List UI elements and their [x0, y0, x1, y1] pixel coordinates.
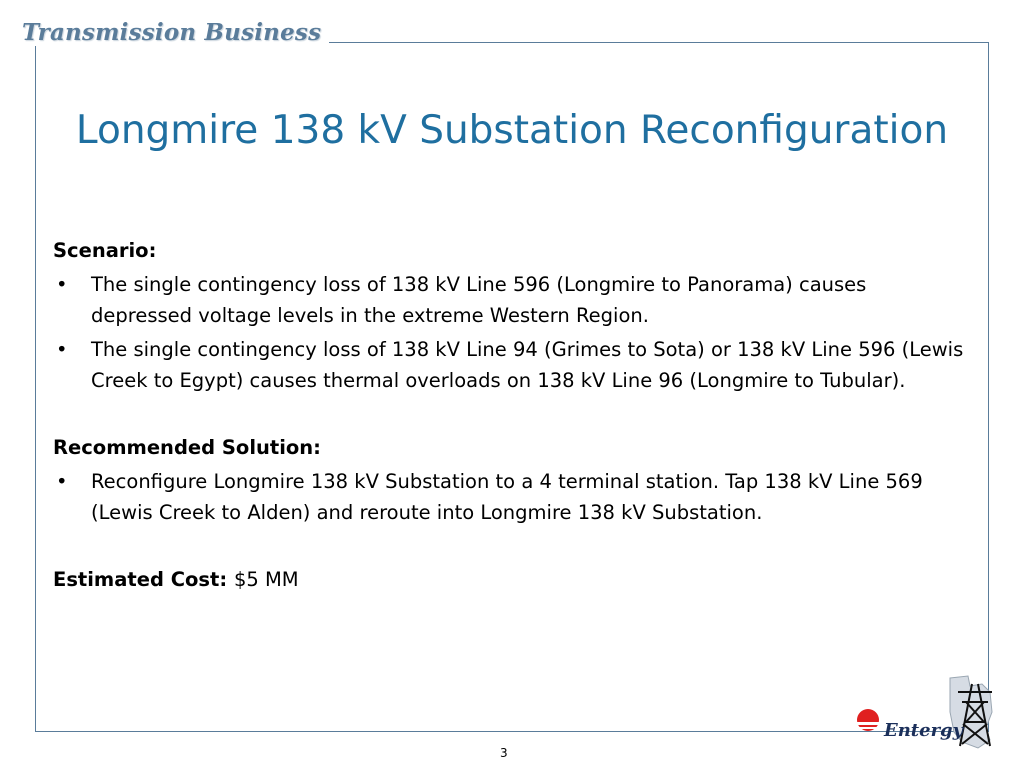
slide-content — [53, 235, 973, 595]
cost-value: $5 MM — [233, 568, 299, 591]
entergy-logo — [850, 662, 1000, 758]
scenario-heading: Scenario: — [53, 239, 157, 262]
solution-list — [53, 466, 973, 528]
cost-line — [53, 564, 973, 595]
page-number: 3 — [500, 746, 508, 760]
bullet-icon: • — [56, 338, 68, 361]
logo-text: Entergy — [884, 720, 964, 741]
bullet-icon: • — [56, 273, 68, 296]
bullet-text: Reconfigure Longmire 138 kV Substation to a 4 terminal station. Tap 138 kV Line 569 (Lewis Creek to Alden) and reroute into Longmire 138 kV Substation. — [91, 470, 923, 524]
cost-label: Estimated Cost: — [53, 568, 228, 591]
list-item — [53, 466, 973, 528]
slide-title: Longmire 138 kV Substation Reconfiguration — [75, 108, 949, 153]
scenario-list — [53, 269, 973, 396]
entergy-logo-icon — [850, 662, 1000, 758]
solution-heading: Recommended Solution: — [53, 436, 321, 459]
bullet-icon: • — [56, 470, 68, 493]
brand-header: Transmission Business — [22, 19, 329, 46]
bullet-text: The single contingency loss of 138 kV Line 94 (Grimes to Sota) or 138 kV Line 596 (Lewis Creek to Egypt) causes thermal overloads on 138 kV Line 96 (Longmire to Tubular). — [91, 338, 964, 392]
bullet-text: The single contingency loss of 138 kV Line 596 (Longmire to Panorama) causes depressed voltage levels in the extreme Western Region. — [91, 273, 867, 327]
list-item — [53, 334, 973, 396]
list-item — [53, 269, 973, 331]
